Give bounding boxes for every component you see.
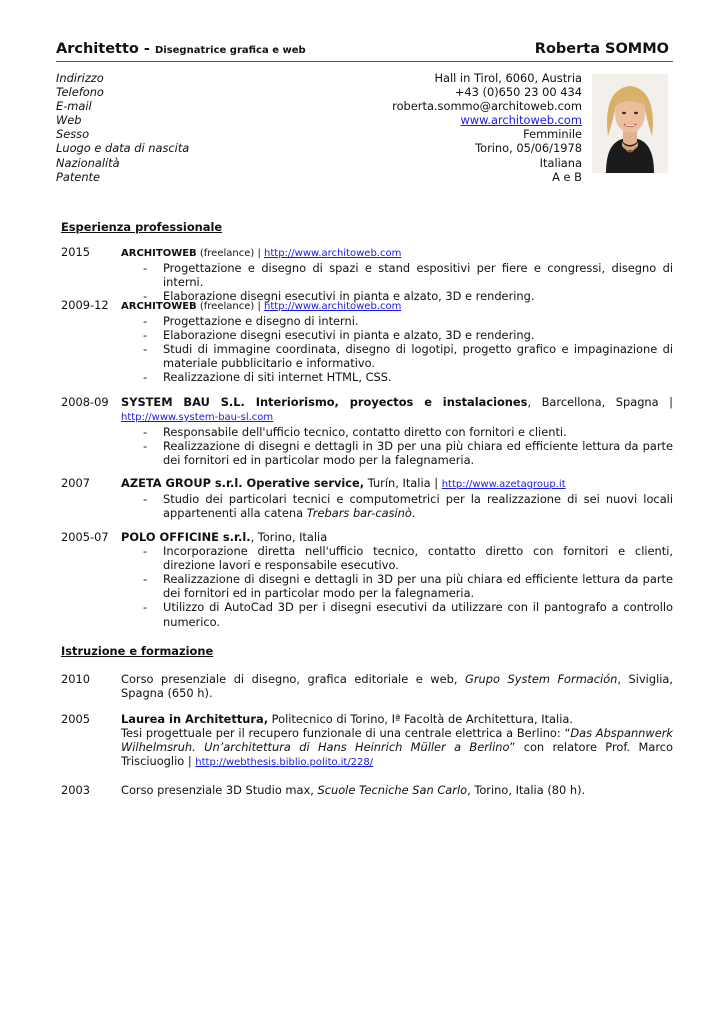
entry-detail: , Torino, Italia: [250, 530, 328, 544]
company-link[interactable]: http://www.azetagroup.it: [441, 479, 566, 490]
value-gender: Femminile: [523, 127, 582, 142]
experience-entry-2007: [61, 476, 673, 520]
list-item: - Elaborazione disegni esecutivi in pianta e alzato, 3D e rendering.: [143, 289, 535, 304]
entry-year: 2009-12: [61, 298, 109, 312]
education-entry-2003: [61, 783, 673, 797]
company-name: AZETA GROUP s.r.l. Operative service,: [121, 476, 365, 490]
entry-year: 2007: [61, 476, 90, 490]
company-link[interactable]: http://www.architoweb.com: [264, 248, 402, 259]
list-item: - Utilizzo di AutoCad 3D per i disegni esecutivi da utilizzare con il pantografo a controllo numerico.: [143, 600, 673, 629]
label-web: Web: [56, 113, 82, 128]
thesis-text: Tesi progettuale per il recupero funzionale di una centrale elettrica a Berlino: “Das Abspannwerk Wilhelmsruh. Un’architettura di Hans Heinrich Müller a Berlino” con relatore Prof. Marco Trisciuoglio | http://webthesis.biblio.polito.it/228/: [121, 726, 673, 769]
entry-year: 2003: [61, 783, 90, 797]
list-item: - Responsabile dell'ufficio tecnico, contatto diretto con fornitori e clienti.: [143, 425, 567, 440]
experience-heading: Esperienza professionale: [61, 220, 223, 234]
company-name: SYSTEM BAU S.L. Interiorismo, proyectos e instalaciones: [121, 395, 528, 409]
portrait-illustration: [592, 74, 668, 173]
entry-text: Corso presenziale di disegno, grafica editoriale e web, Grupo System Formación, Siviglia, Spagna (650 h).: [121, 672, 674, 701]
entry-year: 2010: [61, 672, 90, 686]
entry-year: 2008-09: [61, 395, 109, 409]
list-item: - Progettazione e disegno di spazi e stand espositivi per fiere e congressi, disegno di interni.: [143, 261, 673, 290]
list-item: - Realizzazione di siti internet HTML, CSS.: [143, 370, 392, 385]
entry-heading: [121, 298, 673, 314]
label-license: Patente: [56, 169, 101, 184]
entry-year: 2005: [61, 712, 90, 726]
experience-entry-2009-12: [61, 298, 673, 385]
profile-photo: [592, 74, 668, 173]
label-address: Indirizzo: [56, 71, 104, 85]
label-gender: Sesso: [56, 127, 90, 142]
experience-entry-2008-09: [61, 395, 673, 467]
company-link[interactable]: http://www.architoweb.com: [264, 301, 402, 312]
label-email: E-mail: [56, 99, 92, 114]
list-item: - Studio dei particolari tecnici e computometrici per la realizzazione di sei nuovi locali appartenenti alla catena Trebars bar-casinò.: [143, 492, 673, 521]
list-item: - Studi di immagine coordinata, disegno di logotipi, progetto grafico e impaginazione di materiale pubblicitario e informativo.: [143, 342, 673, 371]
education-heading: Istruzione e formazione: [61, 644, 214, 658]
label-birth: Luogo e data di nascita: [56, 141, 190, 156]
entry-detail: , Barcellona, Spagna |: [527, 395, 673, 409]
education-entry-2010: [61, 672, 673, 700]
thesis-link[interactable]: http://webthesis.biblio.polito.it/228/: [195, 757, 374, 769]
value-email: roberta.sommo@architoweb.com: [392, 99, 582, 114]
job-subtitle: Disegnatrice grafica e web: [154, 45, 306, 56]
entry-heading: [121, 245, 673, 261]
value-address: Hall in Tirol, 6060, Austria: [434, 71, 582, 85]
value-nationality: Italiana: [539, 155, 582, 170]
list-item: - Progettazione e disegno di interni.: [143, 314, 359, 329]
entry-heading: [121, 476, 673, 492]
job-title: Architetto - Disegnatrice grafica e web: [56, 41, 306, 57]
entry-heading: [121, 395, 673, 409]
entry-detail: Turín, Italia |: [364, 476, 442, 490]
header: [56, 41, 673, 62]
experience-entry-2005-07: [61, 530, 673, 629]
list-item: - Realizzazione di disegni e dettagli in 3D per una più chiara ed efficiente lettura da parte dei fornitori ed in particolar modo per la falegnameria.: [143, 439, 673, 468]
entry-detail: (freelance) |: [196, 301, 265, 312]
company-name: ARCHITOWEB: [121, 248, 197, 259]
degree-line: Laurea in Architettura, Politecnico di Torino, Iª Facoltà de Architettura, Italia.: [121, 712, 573, 726]
list-item: - Realizzazione di disegni e dettagli in 3D per una più chiara ed efficiente lettura da parte dei fornitori ed in particolar modo per la falegnameria.: [143, 572, 673, 601]
company-link[interactable]: http://www.system-bau-sl.com: [121, 412, 274, 424]
personal-info-values: [392, 71, 582, 184]
value-web-link[interactable]: www.architoweb.com: [460, 113, 582, 128]
list-item: - Incorporazione diretta nell'ufficio tecnico, contatto diretto con fornitori e clienti, direzione lavori e responsabile esecutivo.: [143, 544, 673, 573]
entry-year: 2005-07: [61, 530, 109, 544]
label-nationality: Nazionalità: [56, 155, 120, 170]
personal-info-labels: [56, 71, 189, 184]
list-item: - Elaborazione disegni esecutivi in pianta e alzato, 3D e rendering.: [143, 328, 535, 343]
entry-heading: [121, 530, 673, 544]
education-entry-2005: [61, 712, 673, 770]
value-birth: Torino, 05/06/1978: [475, 141, 582, 156]
person-name: Roberta SOMMO: [534, 41, 669, 57]
experience-entry-2015: [61, 245, 673, 303]
entry-text: Corso presenziale 3D Studio max, Scuole Tecniche San Carlo, Torino, Italia (80 h).: [121, 783, 586, 797]
entry-detail: (freelance) |: [196, 248, 265, 259]
value-phone: +43 (0)650 23 00 434: [454, 85, 582, 100]
company-name: POLO OFFICINE s.r.l.: [121, 530, 251, 544]
entry-year: 2015: [61, 245, 90, 259]
company-name: ARCHITOWEB: [121, 301, 197, 312]
value-license: A e B: [552, 169, 582, 184]
label-phone: Telefono: [56, 85, 104, 100]
